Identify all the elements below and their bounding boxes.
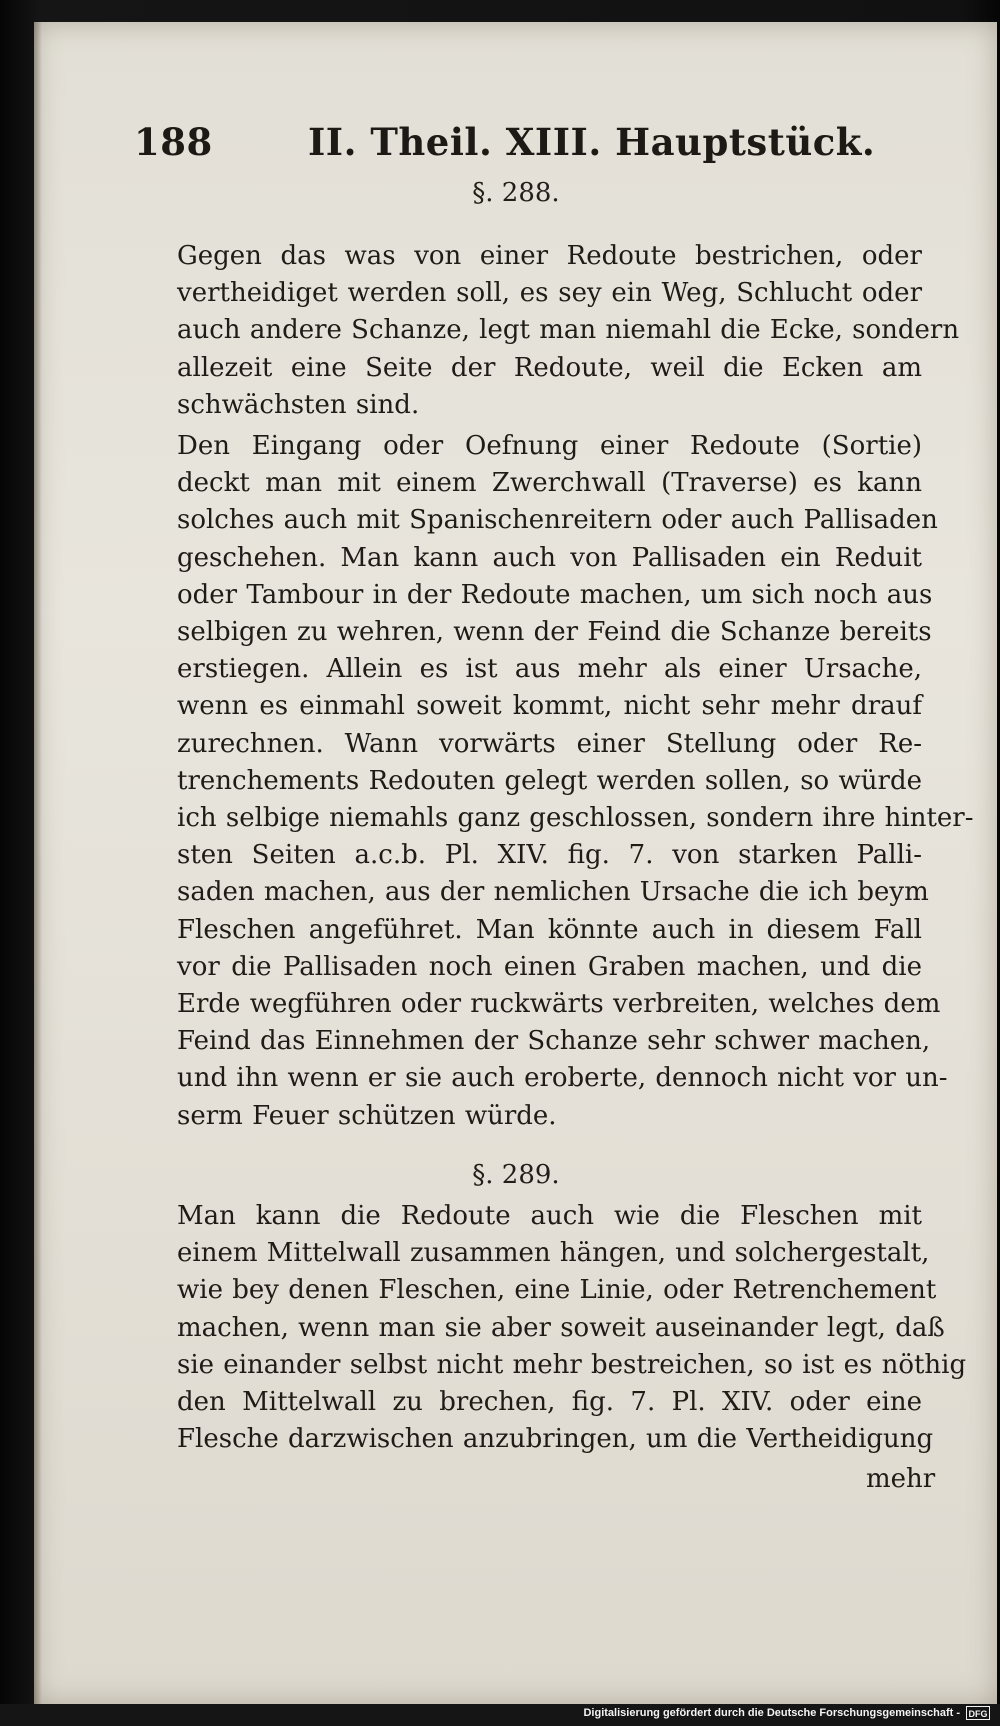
- text-line: wie bey denen Fleschen, eine Linie, oder Retrenchement: [177, 1275, 937, 1306]
- text-line: und ihn wenn er sie auch eroberte, dennoch nicht vor un-: [177, 1063, 948, 1094]
- text-line: trenchements Redouten gelegt werden sollen, so würde: [177, 765, 922, 796]
- text-line: einem Mittelwall zusammen hängen, und solchergestalt,: [177, 1238, 930, 1269]
- paragraph-288-1: [177, 238, 960, 424]
- text-line: Erde wegführen oder ruckwärts verbreiten, welches dem: [177, 989, 941, 1020]
- text-line: wenn es einmahl soweit kommt, nicht sehr mehr drauf: [177, 691, 922, 722]
- paragraph-289-1: [177, 1198, 967, 1458]
- text-line: sten Seiten a.c.b. Pl. XIV. fig. 7. von starken Palli-: [177, 840, 922, 871]
- text-line: vor die Pallisaden noch einen Graben machen, und die: [177, 951, 922, 982]
- section-heading-289: §. 289.: [472, 1160, 560, 1190]
- text-line: deckt man mit einem Zwerchwall (Traverse) es kann: [177, 468, 922, 499]
- text-line: oder Tambour in der Redoute machen, um sich noch aus: [177, 579, 933, 610]
- text-line: machen, wenn man sie aber soweit auseinander legt, daß: [177, 1312, 945, 1343]
- page-gutter-shadow: [34, 22, 42, 1704]
- text-line: ich selbige niemahls ganz geschlossen, sondern ihre hinter-: [177, 803, 974, 834]
- page-number: 188: [134, 120, 213, 164]
- paragraph-288-2: [177, 428, 974, 1135]
- text-line: Gegen das was von einer Redoute bestrichen, oder: [177, 241, 922, 271]
- text-line: selbigen zu wehren, wenn der Feind die Schanze bereits: [177, 617, 932, 648]
- section-heading-288: §. 288.: [472, 178, 560, 208]
- text-line: Man kann die Redoute auch wie die Fleschen mit: [177, 1201, 922, 1231]
- text-line: sie einander selbst nicht mehr bestreichen, so ist es nöthig: [177, 1349, 967, 1380]
- text-line: den Mittelwall zu brechen, fig. 7. Pl. XIV. oder eine: [177, 1387, 922, 1418]
- text-line: schwächsten sind.: [177, 389, 420, 420]
- text-line: vertheidiget werden soll, es sey ein Weg, Schlucht oder: [177, 278, 922, 309]
- text-line: serm Feuer schützen würde.: [177, 1100, 557, 1131]
- text-line: solches auch mit Spanischenreitern oder auch Pallisaden: [177, 505, 938, 536]
- text-line: Fleschen angeführet. Man könnte auch in diesem Fall: [177, 914, 922, 945]
- text-line: zurechnen. Wann vorwärts einer Stellung oder Re-: [177, 728, 922, 759]
- text-line: allezeit eine Seite der Redoute, weil die Ecken am: [177, 352, 922, 383]
- text-line: saden machen, aus der nemlichen Ursache die ich beym: [177, 877, 929, 908]
- dfg-logo-badge: DFG: [966, 1706, 990, 1720]
- page-header: [134, 114, 876, 170]
- digitization-credit: Digitalisierung gefördert durch die Deutsche Forschungsgemeinschaft -: [583, 1707, 960, 1719]
- text-line: erstiegen. Allein es ist aus mehr als einer Ursache,: [177, 654, 922, 685]
- text-line: Flesche darzwischen anzubringen, um die Vertheidigung: [177, 1424, 934, 1455]
- catchword: mehr: [866, 1464, 936, 1494]
- text-line: geschehen. Man kann auch von Pallisaden ein Reduit: [177, 542, 922, 573]
- text-line: auch andere Schanze, legt man niemahl die Ecke, sondern: [177, 315, 960, 346]
- running-head: II. Theil. XIII. Hauptstück.: [308, 120, 876, 164]
- text-line: Feind das Einnehmen der Schanze sehr schwer machen,: [177, 1026, 931, 1057]
- text-line: Den Eingang oder Oefnung einer Redoute (Sortie): [177, 431, 922, 461]
